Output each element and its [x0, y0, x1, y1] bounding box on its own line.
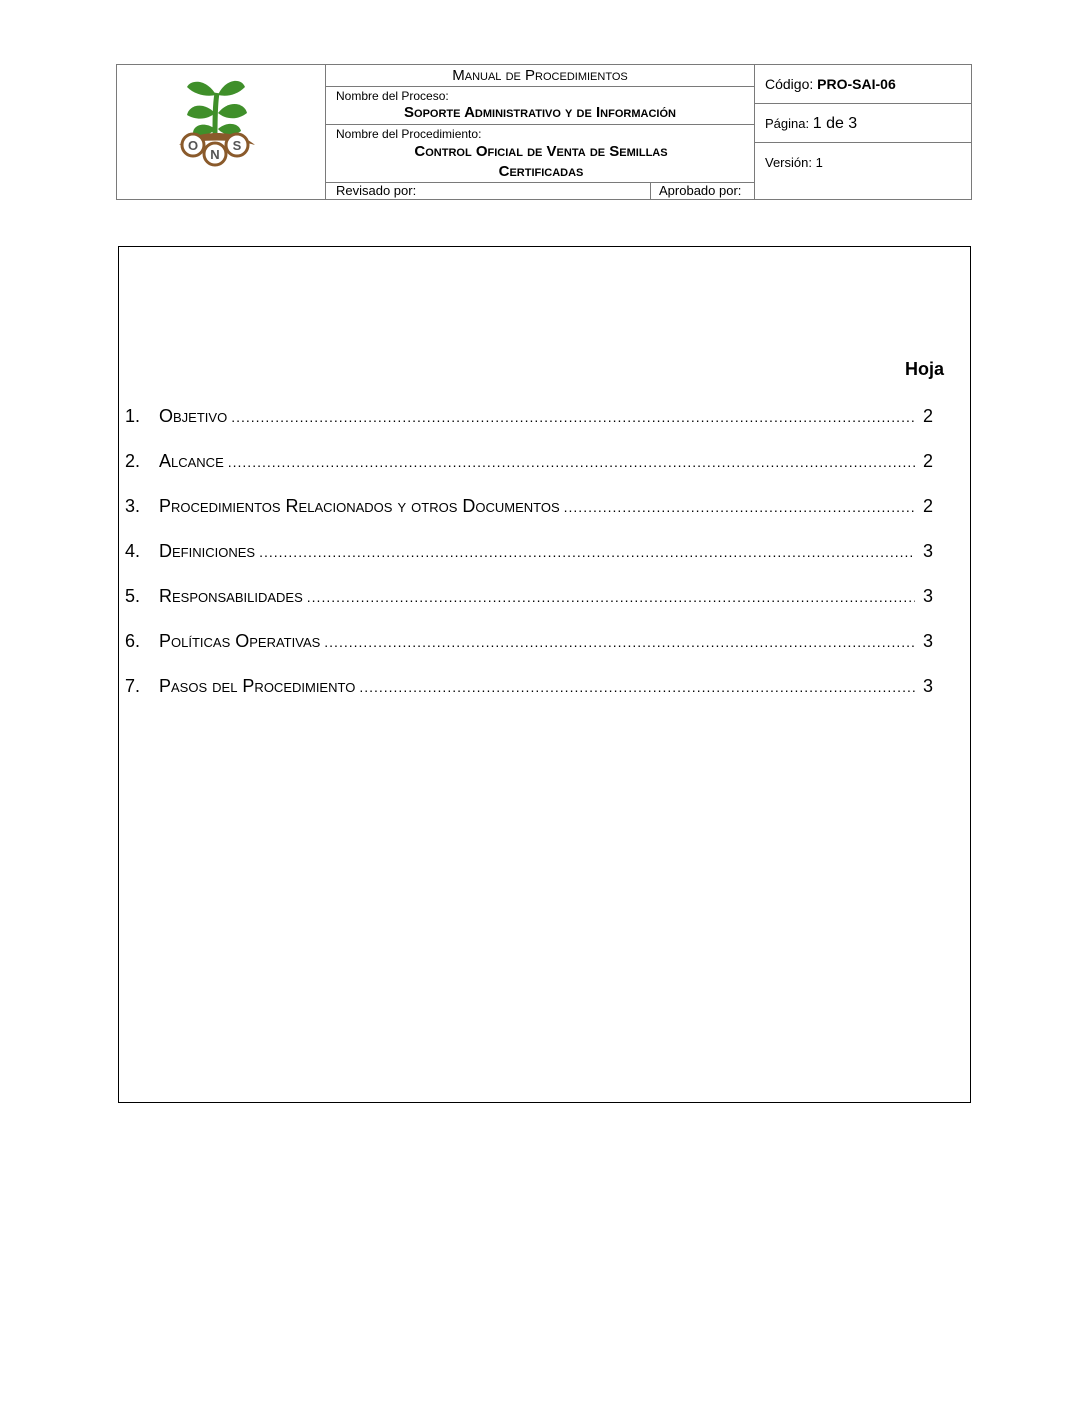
toc-item-page: 3 [922, 586, 933, 606]
toc-item-label: Definiciones [159, 541, 256, 561]
code-label: Código: [765, 76, 814, 92]
page-label: Página: [765, 116, 810, 131]
process-row [326, 87, 754, 125]
toc-item-page: 2 [922, 406, 933, 426]
toc-item-number: 2. [125, 451, 141, 471]
code-value: PRO-SAI-06 [817, 76, 896, 92]
code-cell [755, 65, 971, 104]
toc-leader-dots [359, 679, 915, 695]
toc-leader-dots [228, 454, 915, 470]
procedure-value: Control Oficial de Venta de Semillas Certificadas [414, 143, 668, 180]
review-divider [650, 183, 651, 199]
review-row [326, 183, 754, 199]
approved-by-label: Aprobado por: [659, 183, 742, 198]
toc-item-label: Procedimientos Relacionados y otros Documentos [159, 496, 560, 516]
toc-leader-dots [564, 499, 915, 515]
toc-item-number: 1. [125, 406, 141, 426]
toc-item-label: Responsabilidades [159, 586, 303, 606]
version-value: 1 [815, 155, 823, 170]
toc-leader-dots [259, 544, 915, 560]
toc-item-label: Políticas Operativas [159, 631, 321, 651]
document-header [116, 64, 972, 200]
svg-text:O: O [187, 138, 199, 153]
manual-title: Manual de Procedimientos [326, 65, 754, 87]
toc-item-number: 5. [125, 586, 141, 606]
ons-logo [117, 65, 326, 199]
toc-item-page: 3 [922, 541, 933, 561]
toc-page-column-header: Hoja [904, 359, 944, 379]
toc-item[interactable] [125, 406, 933, 430]
version-label: Versión: [765, 155, 812, 170]
toc-item[interactable] [125, 451, 933, 475]
toc-item-number: 6. [125, 631, 141, 651]
toc-item-number: 4. [125, 541, 141, 561]
procedure-label: Nombre del Procedimiento: [336, 127, 482, 141]
process-value: Soporte Administrativo y de Información [404, 104, 676, 121]
header-middle [326, 65, 755, 199]
procedure-row [326, 125, 754, 183]
toc-item[interactable] [125, 586, 933, 610]
toc-item-label: Alcance [159, 451, 224, 471]
process-label: Nombre del Proceso: [336, 89, 449, 103]
toc-item-page: 3 [922, 631, 933, 651]
toc-item[interactable] [125, 496, 933, 520]
reviewed-by-label: Revisado por: [336, 183, 417, 198]
toc-leader-dots [231, 409, 915, 425]
logo-cell [117, 65, 326, 199]
toc-item-number: 7. [125, 676, 141, 696]
toc-item-label: Pasos del Procedimiento [159, 676, 356, 696]
toc-item[interactable] [125, 676, 933, 700]
page-cell [755, 104, 971, 143]
toc-item-page: 3 [922, 676, 933, 696]
toc-item-page: 2 [922, 451, 933, 471]
svg-text:S: S [232, 138, 242, 153]
header-right [755, 65, 971, 199]
toc-item-page: 2 [922, 496, 933, 516]
toc-item-number: 3. [125, 496, 141, 516]
toc-leader-dots [307, 589, 915, 605]
toc-leader-dots [324, 634, 915, 650]
table-of-contents [118, 246, 971, 1103]
toc-item[interactable] [125, 631, 933, 655]
version-cell [755, 143, 971, 183]
page-value: 1 de 3 [812, 115, 858, 132]
toc-item-label: Objetivo [159, 406, 228, 426]
toc-item[interactable] [125, 541, 933, 565]
svg-text:N: N [210, 147, 220, 162]
